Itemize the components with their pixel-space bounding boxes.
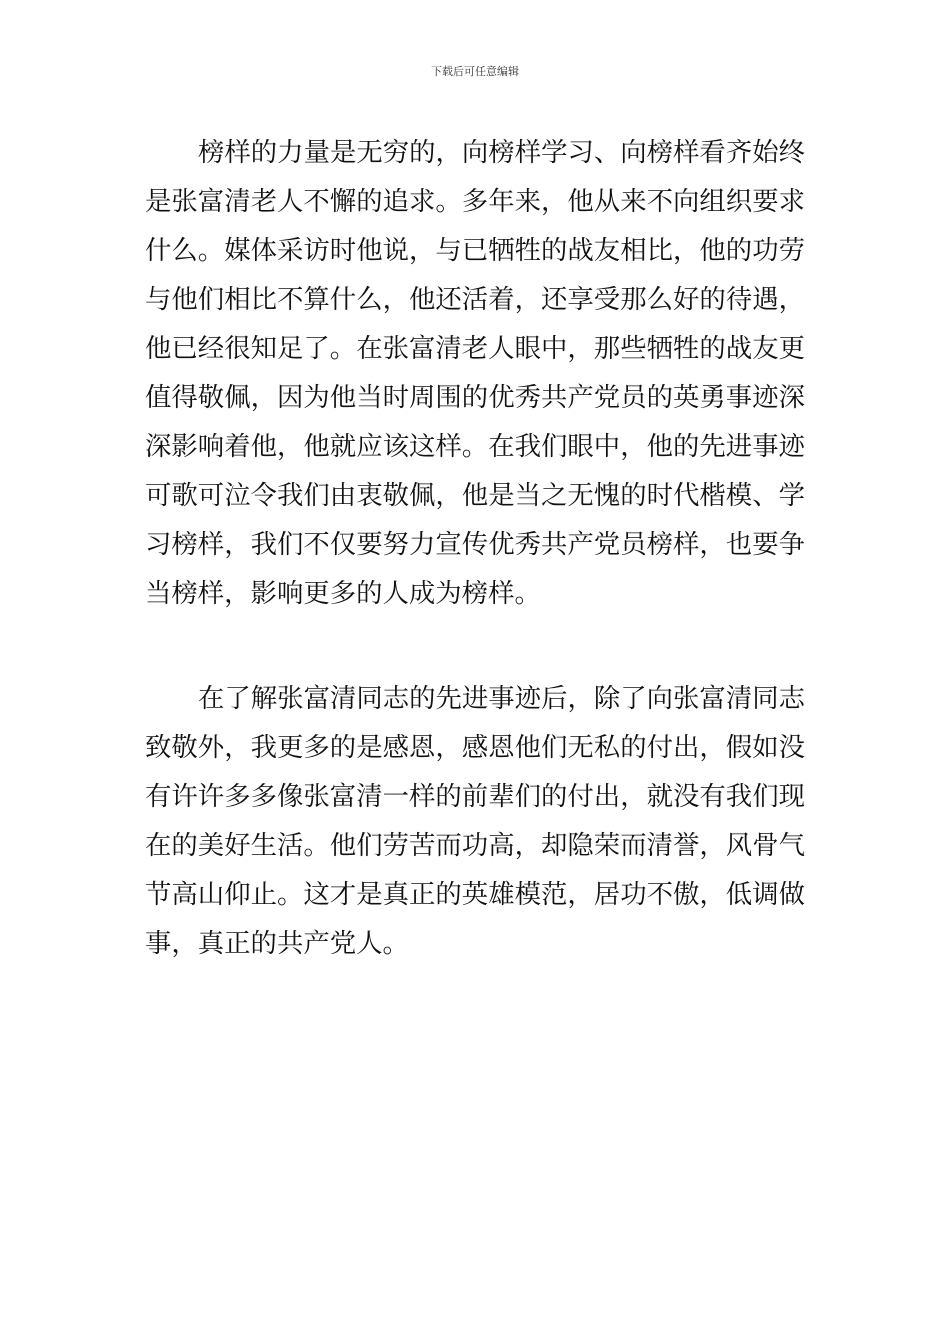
paragraph-2 [145, 674, 805, 968]
paragraph-1-text: 榜样的力量是无穷的，向榜样学习、向榜样看齐始终是张富清老人不懈的追求。多年来，他从来不向组织要求什么。媒体采访时他说，与已牺牲的战友相比，他的功劳与他们相比不算什么，他还活着，还享受那么好的待遇，他已经很知足了。在张富清老人眼中，那些牺牲的战友更值得敬佩，因为他当时周围的优秀共产党员的英勇事迹深深影响着他，他就应该这样。在我们眼中，他的先进事迹可歌可泣令我们由衷敬佩，他是当之无愧的时代楷模、学习榜样，我们不仅要努力宣传优秀共产党员榜样，也要争当榜样，影响更多的人成为榜样。 [145, 137, 805, 609]
paragraph-2-text: 在了解张富清同志的先进事迹后，除了向张富清同志致敬外，我更多的是感恩，感恩他们无私的付出，假如没有许许多多像张富清一样的前辈们的付出，就没有我们现在的美好生活。他们劳苦而功高，却隐荣而清誉，风骨气节高山仰止。这才是真正的英雄模范，居功不傲，低调做事，真正的共产党人。 [145, 683, 805, 959]
paragraph-1 [145, 128, 805, 618]
page-header: 下载后可任意编辑 [431, 65, 519, 78]
